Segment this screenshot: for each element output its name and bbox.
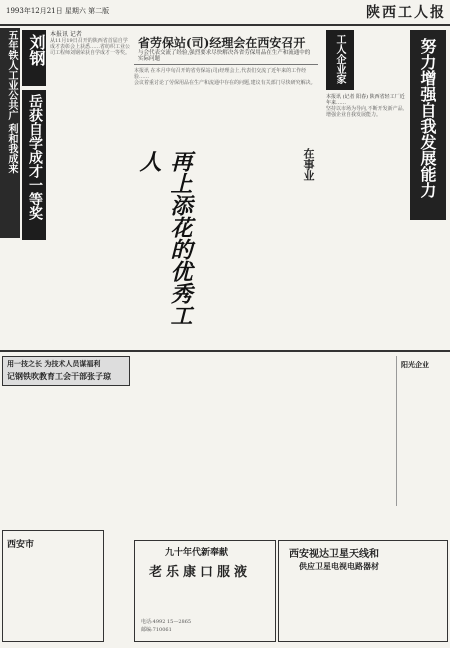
right-byline: 本报讯 (记者 阳春) 陕西省轻工厂近年来……	[326, 94, 405, 106]
section-divider	[0, 350, 450, 352]
left-vertical-headline: 岳获自学成才一等奖	[22, 90, 46, 240]
main-body: 会议着重讨论了劳保用品在生产和流通中存在的问题,建议有关部门尽快研究解决。	[134, 80, 316, 86]
mid-article	[194, 146, 318, 346]
name-band	[22, 30, 46, 86]
ad-left-headline: 西安市	[7, 540, 35, 550]
left-article	[50, 32, 130, 242]
lower-left-header	[2, 356, 130, 386]
ad-right-subhead: 供应卫星电视电路器材	[299, 561, 379, 571]
right-article	[326, 94, 406, 344]
calligraphy-block	[134, 146, 193, 346]
ad-center	[134, 540, 276, 642]
mid-title: 在事业	[302, 148, 315, 181]
ad-left	[2, 530, 104, 642]
page-header	[0, 0, 450, 26]
ad-right-headline: 西安视达卫星天线和	[289, 549, 379, 560]
ad-center-brand: 老乐康口服液	[149, 565, 252, 580]
left-body: 从11月19日召开的陕西省首届自学成才表彰会上获悉……省纺织工业公司工程师刘钢荣获自学成才一等奖。	[50, 38, 131, 56]
main-subtitle: 与会代表交流了经验,强烈要求尽快解决各省劳保用品在生产和流通中的实际问题	[138, 50, 311, 62]
masthead: 陕西工人报	[366, 5, 446, 21]
main-article-header	[134, 30, 318, 65]
ad-center-headline: 九十年代新奉献	[165, 548, 229, 558]
name-band-text: 刘钢	[27, 34, 46, 66]
main-title: 省劳保站(司)经理会在西安召开	[138, 36, 306, 50]
lower-left-subheadline: 用一技之长 为技术人员谋福利	[7, 359, 101, 368]
lower-left-headline: 记钢铁吹教育工会干部张子琼	[7, 371, 111, 381]
left-banner-text: 五年铁人工业公共广 利和我成来	[6, 30, 17, 174]
issue-date: 1993年12月21日 星期六 第二版	[6, 7, 110, 15]
ad-right	[278, 540, 448, 642]
calligraphy-text: 再上添花的优秀工人	[136, 150, 193, 326]
left-byline: 本报讯 记者	[50, 31, 82, 38]
right-vertical-headline: 努力增强自我发展能力	[410, 30, 446, 220]
main-article-body	[134, 68, 318, 144]
ad-center-phone: 电话:4992 15—2865	[141, 619, 192, 625]
right-band: 工人企业家	[326, 30, 354, 90]
lower-right-column	[396, 356, 447, 506]
ad-center-postcode: 邮编:710061	[141, 627, 172, 633]
lower-right-title: 阳光企业	[401, 360, 429, 369]
left-banner	[0, 28, 20, 238]
main-byline: 本报讯 在本月中旬召开的省劳保站(司)经理会上,代表们交流了近年来的工作经验……	[134, 68, 307, 80]
right-body: 坚持以市场为导向,不断开发新产品,增强企业自我发展能力。	[326, 106, 405, 118]
